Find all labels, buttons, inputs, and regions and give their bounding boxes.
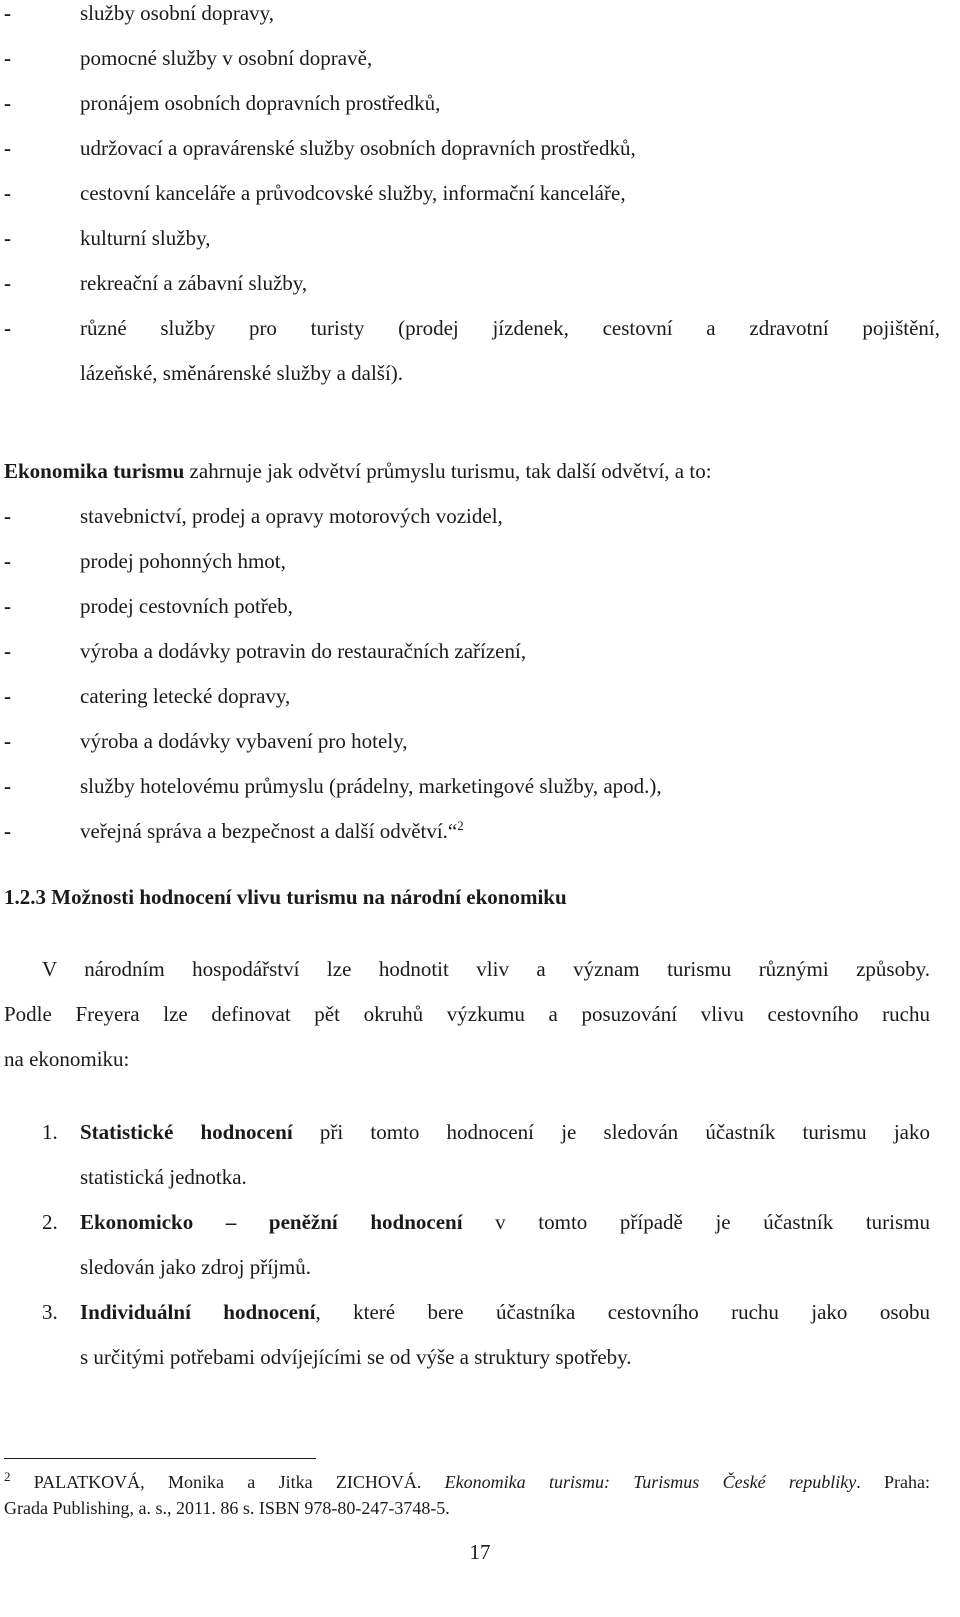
- paragraph-line: V národním hospodářství lze hodnotit vliv a význam turismu různými způsoby.: [42, 957, 930, 981]
- list-item-text: , které bere účastníka cestovního ruchu jako osobu: [315, 1300, 930, 1324]
- list-item: [0, 1297, 930, 1387]
- list-item: [0, 681, 940, 726]
- list-item: [0, 591, 940, 636]
- list-item-text: veřejná správa a bezpečnost a další odvětví.“: [80, 819, 458, 843]
- list-item-text: cestovní kanceláře a průvodcovské služby, informační kanceláře,: [80, 181, 626, 205]
- list-dash: -: [4, 639, 11, 663]
- list-dash: -: [4, 136, 11, 160]
- list-item-text: výroba a dodávky vybavení pro hotely,: [80, 729, 408, 753]
- list-item-term: Individuální hodnocení: [80, 1300, 316, 1324]
- list-dash: -: [4, 819, 11, 843]
- list-item-text: služby osobní dopravy,: [80, 1, 275, 25]
- footnote: [4, 1470, 930, 1522]
- list-item: [0, 816, 940, 861]
- list-number: 3.: [42, 1300, 58, 1324]
- list-item: [0, 43, 940, 88]
- list-item: [0, 546, 940, 591]
- list-dash: -: [4, 549, 11, 573]
- list-item-text: různé služby pro turisty (prodej jízdenek, cestovní a zdravotní pojištění,: [80, 316, 940, 340]
- list-item: [0, 268, 940, 313]
- list-item-text: rekreační a zábavní služby,: [80, 271, 308, 295]
- paragraph-line: na ekonomiku:: [4, 1047, 130, 1071]
- list-item-text: v tomto případě je účastník turismu: [462, 1210, 930, 1234]
- list-item: [0, 771, 940, 816]
- list-dash: -: [4, 594, 11, 618]
- economy-term: Ekonomika turismu: [4, 459, 185, 483]
- footnote-publisher: . Praha:: [856, 1472, 930, 1492]
- list-item: [0, 133, 940, 178]
- list-item: [0, 88, 940, 133]
- list-dash: -: [4, 271, 11, 295]
- list-dash: -: [4, 91, 11, 115]
- list-item-text-continued: lázeňské, směnárenské služby a další).: [80, 361, 404, 385]
- list-item-text: prodej pohonných hmot,: [80, 549, 286, 573]
- list-item-term: Statistické hodnocení: [80, 1120, 293, 1144]
- footnote-separator: [4, 1458, 316, 1459]
- list-item: [0, 1117, 930, 1207]
- list-item: [0, 223, 940, 268]
- list-item-text-continued: sledován jako zdroj příjmů.: [80, 1255, 311, 1279]
- list-item: [0, 313, 940, 403]
- list-item: [0, 636, 940, 681]
- list-item-text: pronájem osobních dopravních prostředků,: [80, 91, 441, 115]
- paragraph-line: Podle Freyera lze definovat pět okruhů výzkumu a posuzování vlivu cestovního ruchu: [4, 1002, 930, 1026]
- list-item-text: udržovací a opravárenské služby osobních dopravních prostředků,: [80, 136, 636, 160]
- page-number: 17: [469, 1540, 491, 1564]
- services-list: [0, 0, 940, 403]
- list-number: 2.: [42, 1210, 58, 1234]
- list-item-text: kulturní služby,: [80, 226, 211, 250]
- list-dash: -: [4, 684, 11, 708]
- list-item-text-continued: s určitými potřebami odvíjejícími se od výše a struktury spotřeby.: [80, 1345, 632, 1369]
- evaluation-list: [0, 1117, 930, 1387]
- list-dash: -: [4, 504, 11, 528]
- list-item: [0, 726, 940, 771]
- list-dash: -: [4, 1, 11, 25]
- list-item-text: stavebnictví, prodej a opravy motorových vozidel,: [80, 504, 503, 528]
- list-dash: -: [4, 316, 11, 340]
- list-item: [0, 0, 940, 43]
- list-item-text: pomocné služby v osobní dopravě,: [80, 46, 373, 70]
- list-dash: -: [4, 181, 11, 205]
- list-dash: -: [4, 46, 11, 70]
- list-item-text: výroba a dodávky potravin do restauračních zařízení,: [80, 639, 527, 663]
- footnote-title: Ekonomika turismu: Turismus České republiky: [444, 1472, 857, 1492]
- list-item-text: při tomto hodnocení je sledován účastník turismu jako: [292, 1120, 930, 1144]
- list-dash: -: [4, 774, 11, 798]
- list-item-text-continued: statistická jednotka.: [80, 1165, 247, 1189]
- list-dash: -: [4, 226, 11, 250]
- list-item-text: prodej cestovních potřeb,: [80, 594, 293, 618]
- section-paragraph: [4, 954, 930, 1089]
- list-number: 1.: [42, 1120, 58, 1144]
- footnote-reference: 2: [457, 818, 464, 833]
- footnote-authors: PALATKOVÁ, Monika a Jitka ZICHOVÁ.: [10, 1472, 445, 1492]
- list-item: [0, 501, 940, 546]
- footnote-number: 2: [4, 1469, 11, 1484]
- list-item: [0, 178, 940, 223]
- economy-intro: [4, 456, 930, 486]
- footnote-line: Grada Publishing, a. s., 2011. 86 s. ISBN 978-80-247-3748-5.: [4, 1498, 450, 1518]
- economy-intro-text: zahrnuje jak odvětví průmyslu turismu, tak další odvětví, a to:: [184, 459, 712, 483]
- list-item-term: Ekonomicko – peněžní hodnocení: [80, 1210, 463, 1234]
- economy-list: [0, 501, 940, 861]
- list-item: [0, 1207, 930, 1297]
- list-dash: -: [4, 729, 11, 753]
- section-heading: 1.2.3 Možnosti hodnocení vlivu turismu na národní ekonomiku: [4, 885, 567, 909]
- list-item-text: služby hotelovému průmyslu (prádelny, marketingové služby, apod.),: [80, 774, 662, 798]
- list-item-text: catering letecké dopravy,: [80, 684, 291, 708]
